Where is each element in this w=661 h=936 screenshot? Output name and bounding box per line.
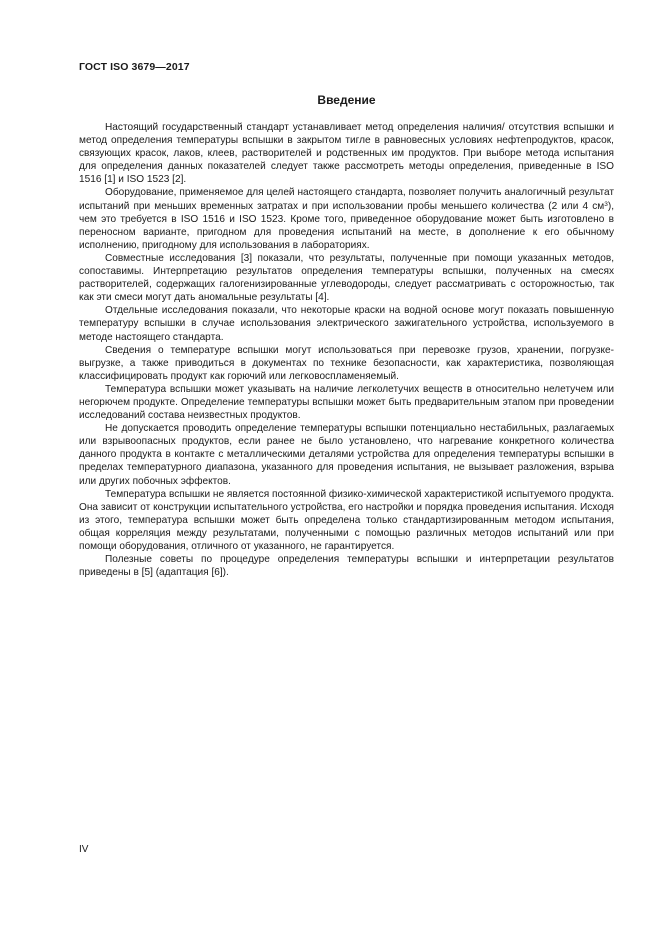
paragraph-2	[79, 186, 614, 251]
paragraph-2-text-a: Оборудование, применяемое для целей настоящего стандарта, позволяет получить аналогичный результат испытаний при меньших временных затратах и при использовании пробы меньшего количества (2 или 4 см	[79, 187, 614, 212]
paragraph-1: Настоящий государственный стандарт устанавливает метод определения наличия/ отсутствия вспышки и метод определения температуры вспышки в закрытом тигле в равновесных условиях нефтепродуктов, красок, связующих красок, лаков, клеев, растворителей и родственных им продуктов. При выборе метода испытания для определения данных показателей следует также рассмотреть методы определения, приведенные в ISO 1516 [1] и ISO 1523 [2].	[79, 122, 614, 186]
section-title: Введение	[317, 93, 376, 107]
paragraph-4: Отдельные исследования показали, что некоторые краски на водной основе могут показать повышенную температуру вспышки в случае использования электрического зажигательного устройства, используемого в методе настоящего стандарта.	[79, 305, 614, 343]
page-number: IV	[79, 844, 89, 855]
paragraph-2-text-b: ), чем это требуется в ISO 1516 и ISO 1523. Кроме того, приведенное оборудование может быть изготовлено в переносном варианте, пригодном для проведения испытаний на месте, в дополнение к его обычному исполнению, пригодному для использования в лабораториях.	[79, 200, 614, 251]
paragraph-5: Сведения о температуре вспышки могут использоваться при перевозке грузов, хранении, погрузке-выгрузке, а также приводиться в документах по технике безопасности, как характеристика, позволяющая классифицировать продукт как горючий или легковоспламеняемый.	[79, 344, 614, 382]
paragraph-6: Температура вспышки может указывать на наличие легколетучих веществ в относительно нелетучем или негорючем продукте. Определение температуры вспышки может быть предварительным этапом при проведении исследований состава неизвестных продуктов.	[79, 383, 614, 422]
paragraph-2-superscript: 3	[604, 200, 608, 208]
paragraph-8: Температура вспышки не является постоянной физико-химической характеристикой испытуемого продукта. Она зависит от конструкции испытательного устройства, его настройки и порядка проведения испытания. Исходя из этого, температура вспышки может быть определена только стандартизированным методом испытания, общая корреляция между результатами, полученными с помощью различных методов испытаний или при помощи оборудования, отличного от указанного, не гарантируется.	[79, 488, 614, 552]
paragraph-3: Совместные исследования [3] показали, что результаты, полученные при помощи указанных методов, сопоставимы. Интерпретацию результатов определения температуры вспышки, полученных на смесях растворителей, содержащих галогенизированные углеводороды, следует рассматривать с осторожностью, так как эти смеси могут дать аномальные результаты [4].	[79, 252, 614, 304]
paragraph-7: Не допускается проводить определение температуры вспышки потенциально нестабильных, разлагаемых или взрывоопасных продуктов, если ранее не было установлено, что нагревание конкретного количества данного продукта в контакте с металлическими деталями устройства для определения температуры вспышки в пределах температурного диапазона, указанного для проведения испытания, не вызывает разложения, взрыва или других побочных эффектов.	[79, 423, 614, 487]
document-header: ГОСТ ISO 3679—2017	[79, 61, 190, 73]
paragraph-9: Полезные советы по процедуре определения температуры вспышки и интерпретации результатов приведены в [5] (адаптация [6]).	[79, 554, 614, 579]
introduction-body	[79, 121, 614, 579]
